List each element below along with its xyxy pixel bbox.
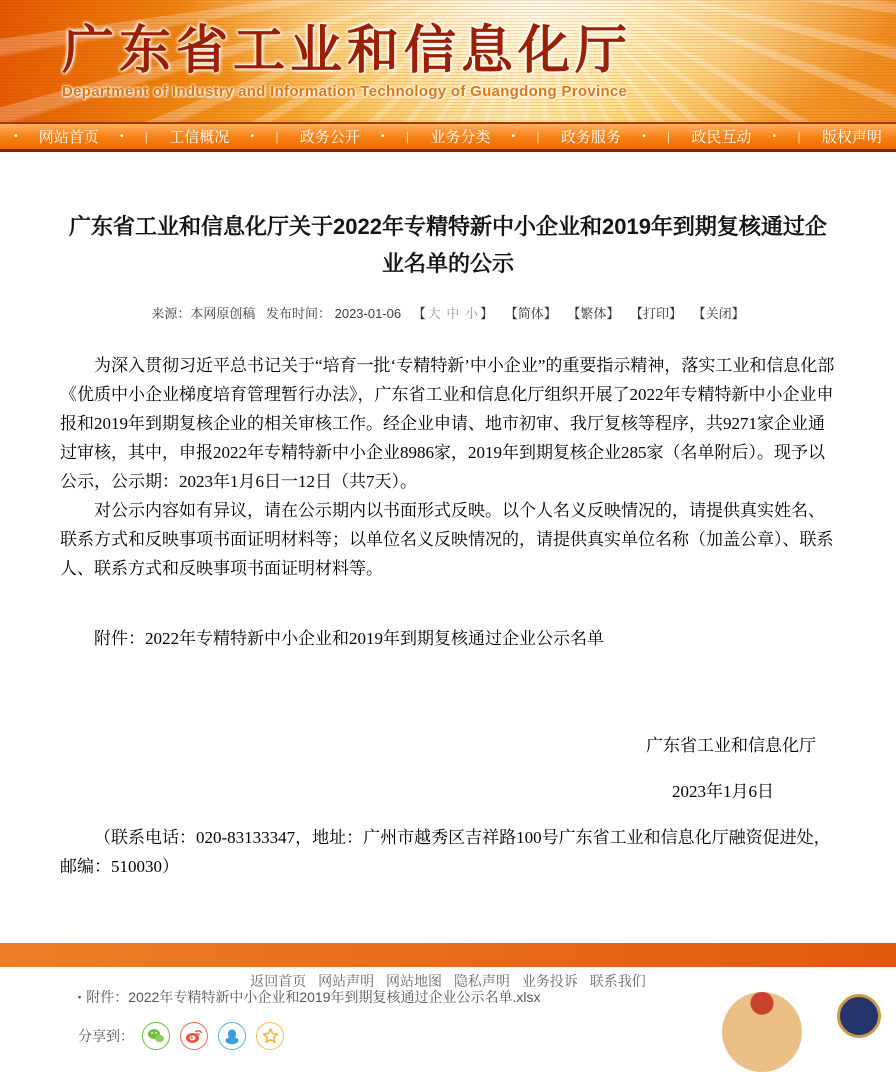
main-nav xyxy=(0,122,896,152)
nav-separator: | xyxy=(144,129,149,144)
footer-link[interactable]: 返回首页 xyxy=(250,973,307,989)
font-size-medium-button[interactable]: 中 xyxy=(446,306,460,321)
wechat-icon xyxy=(147,1028,165,1044)
footer-orange-bar xyxy=(0,943,896,967)
square-bullet-icon: ▪ xyxy=(78,992,82,1002)
article-meta xyxy=(60,303,836,322)
meta-publish-time: 发布时间： 2023-01-06 xyxy=(266,306,402,321)
footer-link[interactable]: 业务投诉 xyxy=(521,973,578,989)
share-wechat-icon[interactable] xyxy=(142,1022,170,1050)
footer-link[interactable]: 联系我们 xyxy=(589,973,646,989)
share-weibo-icon[interactable] xyxy=(180,1022,208,1050)
article-content xyxy=(60,208,836,1050)
nav-lead-bullet-icon: • xyxy=(14,131,18,142)
footer-link[interactable]: 隐私声明 xyxy=(453,973,510,989)
nav-item[interactable]: 政务服务 xyxy=(560,129,621,146)
nav-separator: | xyxy=(405,129,410,144)
weibo-icon xyxy=(185,1028,203,1044)
nav-bullet-icon: • xyxy=(119,131,124,142)
signature-name: 广东省工业和信息化厅 xyxy=(646,736,816,755)
font-size-large-button[interactable]: 大 xyxy=(427,306,441,321)
share-label: 分享到： xyxy=(78,1028,134,1044)
article-body xyxy=(60,351,836,881)
footer-link[interactable]: 网站地图 xyxy=(386,973,443,989)
traditional-button[interactable]: 【繁体】 xyxy=(567,306,620,321)
article-title: 广东省工业和信息化厅关于2022年专精特新中小企业和2019年到期复核通过企业名单的公示 xyxy=(69,214,827,276)
meta-source: 来源：本网原创稿 xyxy=(151,306,256,321)
nav-bullet-icon: • xyxy=(381,131,385,142)
close-button[interactable]: 【关闭】 xyxy=(692,306,745,321)
share-qzone-icon[interactable] xyxy=(256,1022,284,1050)
print-button[interactable]: 【打印】 xyxy=(629,306,682,321)
nav-bullet-icon: • xyxy=(772,131,777,142)
signature-date: 2023年1月6日 xyxy=(672,782,774,801)
nav-bullet-icon: • xyxy=(511,131,516,142)
attachment-link[interactable]: 附件：2022年专精特新中小企业和2019年到期复核通过企业公示名单.xlsx xyxy=(86,989,541,1005)
contact-info: （联系电话：020-83133347，地址：广州市越秀区吉祥路100号广东省工业和信息化厅融资促进处，邮编：510030） xyxy=(60,828,831,876)
simplified-button[interactable]: 【简体】 xyxy=(504,306,557,321)
paragraph: 对公示内容如有异议，请在公示期内以书面形式反映。以个人名义反映情况的，请提供真实姓名、联系方式和反映事项书面证明材料等；以单位名义反映情况的，请提供真实单位名称（加盖公章）、联系人、联系方式和反映事项书面证明材料等。 xyxy=(60,501,834,578)
nav-item[interactable]: 网站首页 xyxy=(38,129,99,146)
nav-bullet-icon: • xyxy=(642,131,646,142)
site-banner xyxy=(0,0,896,122)
font-size-group: 【 大 中 小 】 xyxy=(412,306,494,321)
site-subtitle: Department of Industry and Information Technology of Guangdong Province xyxy=(62,83,628,100)
nav-item[interactable]: 政民互动 xyxy=(691,129,752,146)
share-qq-icon[interactable] xyxy=(218,1022,246,1050)
nav-item[interactable]: 版权声明 xyxy=(821,129,882,146)
nav-bullet-icon: • xyxy=(250,131,254,142)
floating-badge-icon[interactable] xyxy=(722,992,802,1072)
nav-separator: | xyxy=(536,129,540,144)
nav-separator: | xyxy=(797,129,801,144)
attachment-line: 附件：2022年专精特新中小企业和2019年到期复核通过企业公示名单 xyxy=(94,629,604,648)
nav-separator: | xyxy=(275,129,279,144)
footer-link[interactable]: 网站声明 xyxy=(318,973,375,989)
qq-icon xyxy=(224,1028,240,1045)
nav-item[interactable]: 业务分类 xyxy=(430,129,491,146)
nav-item[interactable]: 政务公开 xyxy=(299,129,360,146)
paragraph: 为深入贯彻习近平总书记关于“培育一批‘专精特新’中小企业”的重要指示精神，落实工业和信息化部《优质中小企业梯度培育管理暂行办法》，广东省工业和信息化厅组织开展了2022年专精特新中小企业申报和2019年到期复核企业的相关审核工作。经企业申请、地市初审、我厅复核等程序，共9271家企业通过审核，其中，申报2022年专精特新中小企业8986家，2019年到期复核企业285家（名单附后）。现予以公示，公示期：2023年1月6日一12日（共7天）。 xyxy=(60,356,835,491)
footer-links xyxy=(0,971,896,991)
site-title: 广东省工业和信息化厅 xyxy=(62,22,633,80)
font-size-small-button[interactable]: 小 xyxy=(465,306,479,321)
qzone-star-icon xyxy=(262,1028,279,1044)
nav-separator: | xyxy=(666,129,671,144)
nav-item[interactable]: 工信概况 xyxy=(169,129,230,146)
